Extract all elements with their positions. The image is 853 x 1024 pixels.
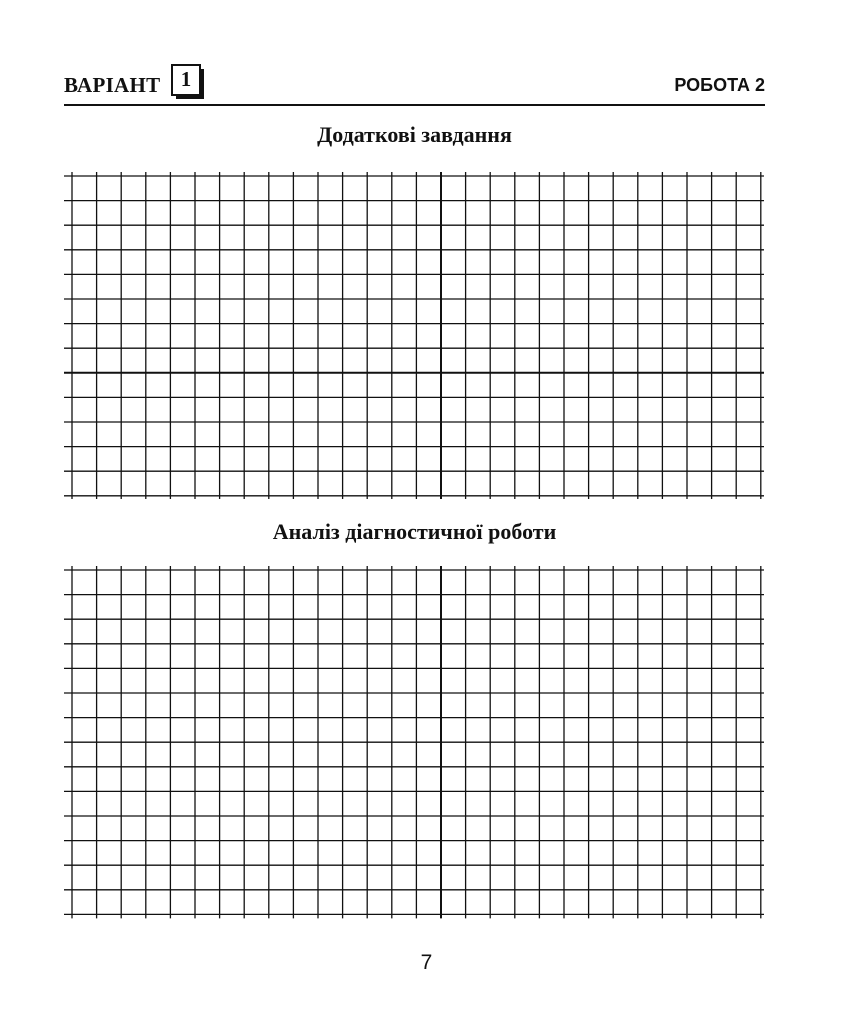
section-title-additional-tasks: Додаткові завдання [317, 122, 512, 147]
page-header [64, 62, 765, 106]
header-divider [64, 104, 765, 106]
variant-number: 1 [180, 67, 192, 91]
variant-label: ВАРІАНТ [64, 73, 161, 97]
grid-analysis[interactable] [64, 566, 764, 919]
grid-additional-tasks[interactable] [64, 172, 764, 499]
variant-number-box [171, 64, 201, 96]
page-number: 7 [420, 951, 433, 974]
grid-svg-additional-tasks [64, 172, 764, 499]
section-title-analysis: Аналіз діагностичної роботи [272, 519, 557, 544]
grid-svg-analysis [64, 566, 764, 919]
work-label: РОБОТА 2 [674, 75, 765, 95]
